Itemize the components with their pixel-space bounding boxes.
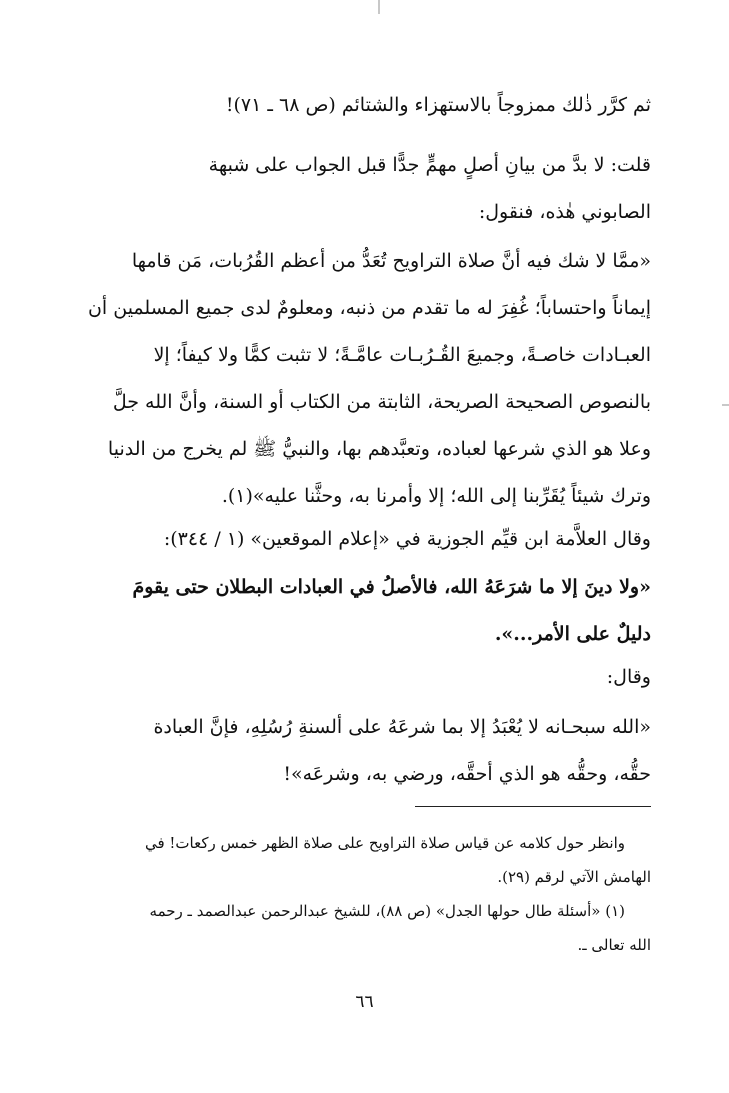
text-line: وترك شيئاً يُقَرِّبنا إلى الله؛ إلا وأمرنا به، وحثَّنا عليه»(١). — [221, 485, 651, 507]
text-line: إيماناً واحتساباً؛ غُفِرَ له ما تقدم من ذنبه، ومعلومٌ لدى جميع المسلمين أن — [87, 297, 651, 319]
text-line: وعلا هو الذي شرعها لعباده، وتعبَّدهم بها، والنبيُّ ﷺ لم يخرج من الدنيا — [107, 438, 651, 460]
text-line: «الله سبحـانه لا يُعْبَدُ إلا بما شرعَهُ على ألسنةِ رُسُلِهِ، فإنَّ العبادة — [153, 716, 651, 738]
footnote-divider — [415, 806, 651, 807]
bold-quotation-paragraph — [79, 564, 651, 658]
footnotes-section — [79, 826, 651, 962]
said-label-paragraph — [79, 654, 651, 701]
text-line: الصابوني هٰذه، فنقول: — [478, 201, 651, 223]
citation-intro-paragraph — [79, 516, 651, 563]
author-note-paragraph — [79, 142, 651, 236]
text-line: «ممَّا لا شك فيه أنَّ صلاة التراويح تُعَدُّ من أعظم القُرُبات، مَن قامها — [131, 250, 651, 272]
text-line: حقُّه، وحقُّه هو الذي أحقَّه، ورضي به، وشرعَه»! — [283, 763, 651, 785]
quotation-paragraph — [79, 238, 651, 520]
intro-paragraph — [79, 82, 651, 129]
page-number: ٦٦ — [355, 992, 374, 1012]
scan-edge-mark — [722, 404, 729, 406]
text-line: قلت: لا بدَّ من بيانِ أصلٍ مهمٍّ جدًّا قبل الجواب على شبهة — [208, 154, 651, 176]
footnote-line: الهامش الآتي لرقم (٢٩). — [497, 868, 651, 886]
text-line: «ولا دينَ إلا ما شرَعَهُ الله، فالأصلُ في العبادات البطلان حتى يقومَ — [132, 576, 651, 598]
footnote-line: (١) «أسئلة طال حولها الجدل» (ص ٨٨)، للشيخ عبدالرحمن عبدالصمد ـ رحمه — [149, 902, 625, 920]
text-line: دليلٌ على الأمر...». — [494, 623, 651, 645]
text-line: وقال: — [606, 666, 651, 688]
text-line: العبـادات خاصـةً، وجميعَ القُـرُبـات عامَّـةً؛ لا تثبت كمًّا ولا كيفاً؛ إلا — [153, 344, 651, 366]
text-line: وقال العلاَّمة ابن قيِّم الجوزية في «إعلام الموقعين» (١ / ٣٤٤): — [163, 528, 651, 550]
footnote-line: وانظر حول كلامه عن قياس صلاة التراويح على صلاة الظهر خمس ركعات! في — [144, 834, 625, 852]
text-line: بالنصوص الصحيحة الصريحة، الثابتة من الكتاب أو السنة، وأنَّ الله جلَّ — [112, 391, 651, 413]
footnote-line: الله تعالى ـ. — [577, 936, 651, 954]
quotation-paragraph — [79, 704, 651, 798]
text-line: ثم كرَّر ذٰلك ممزوجاً بالاستهزاء والشتائم (ص ٦٨ ـ ٧١)! — [225, 94, 651, 116]
scan-edge-mark — [378, 0, 380, 14]
